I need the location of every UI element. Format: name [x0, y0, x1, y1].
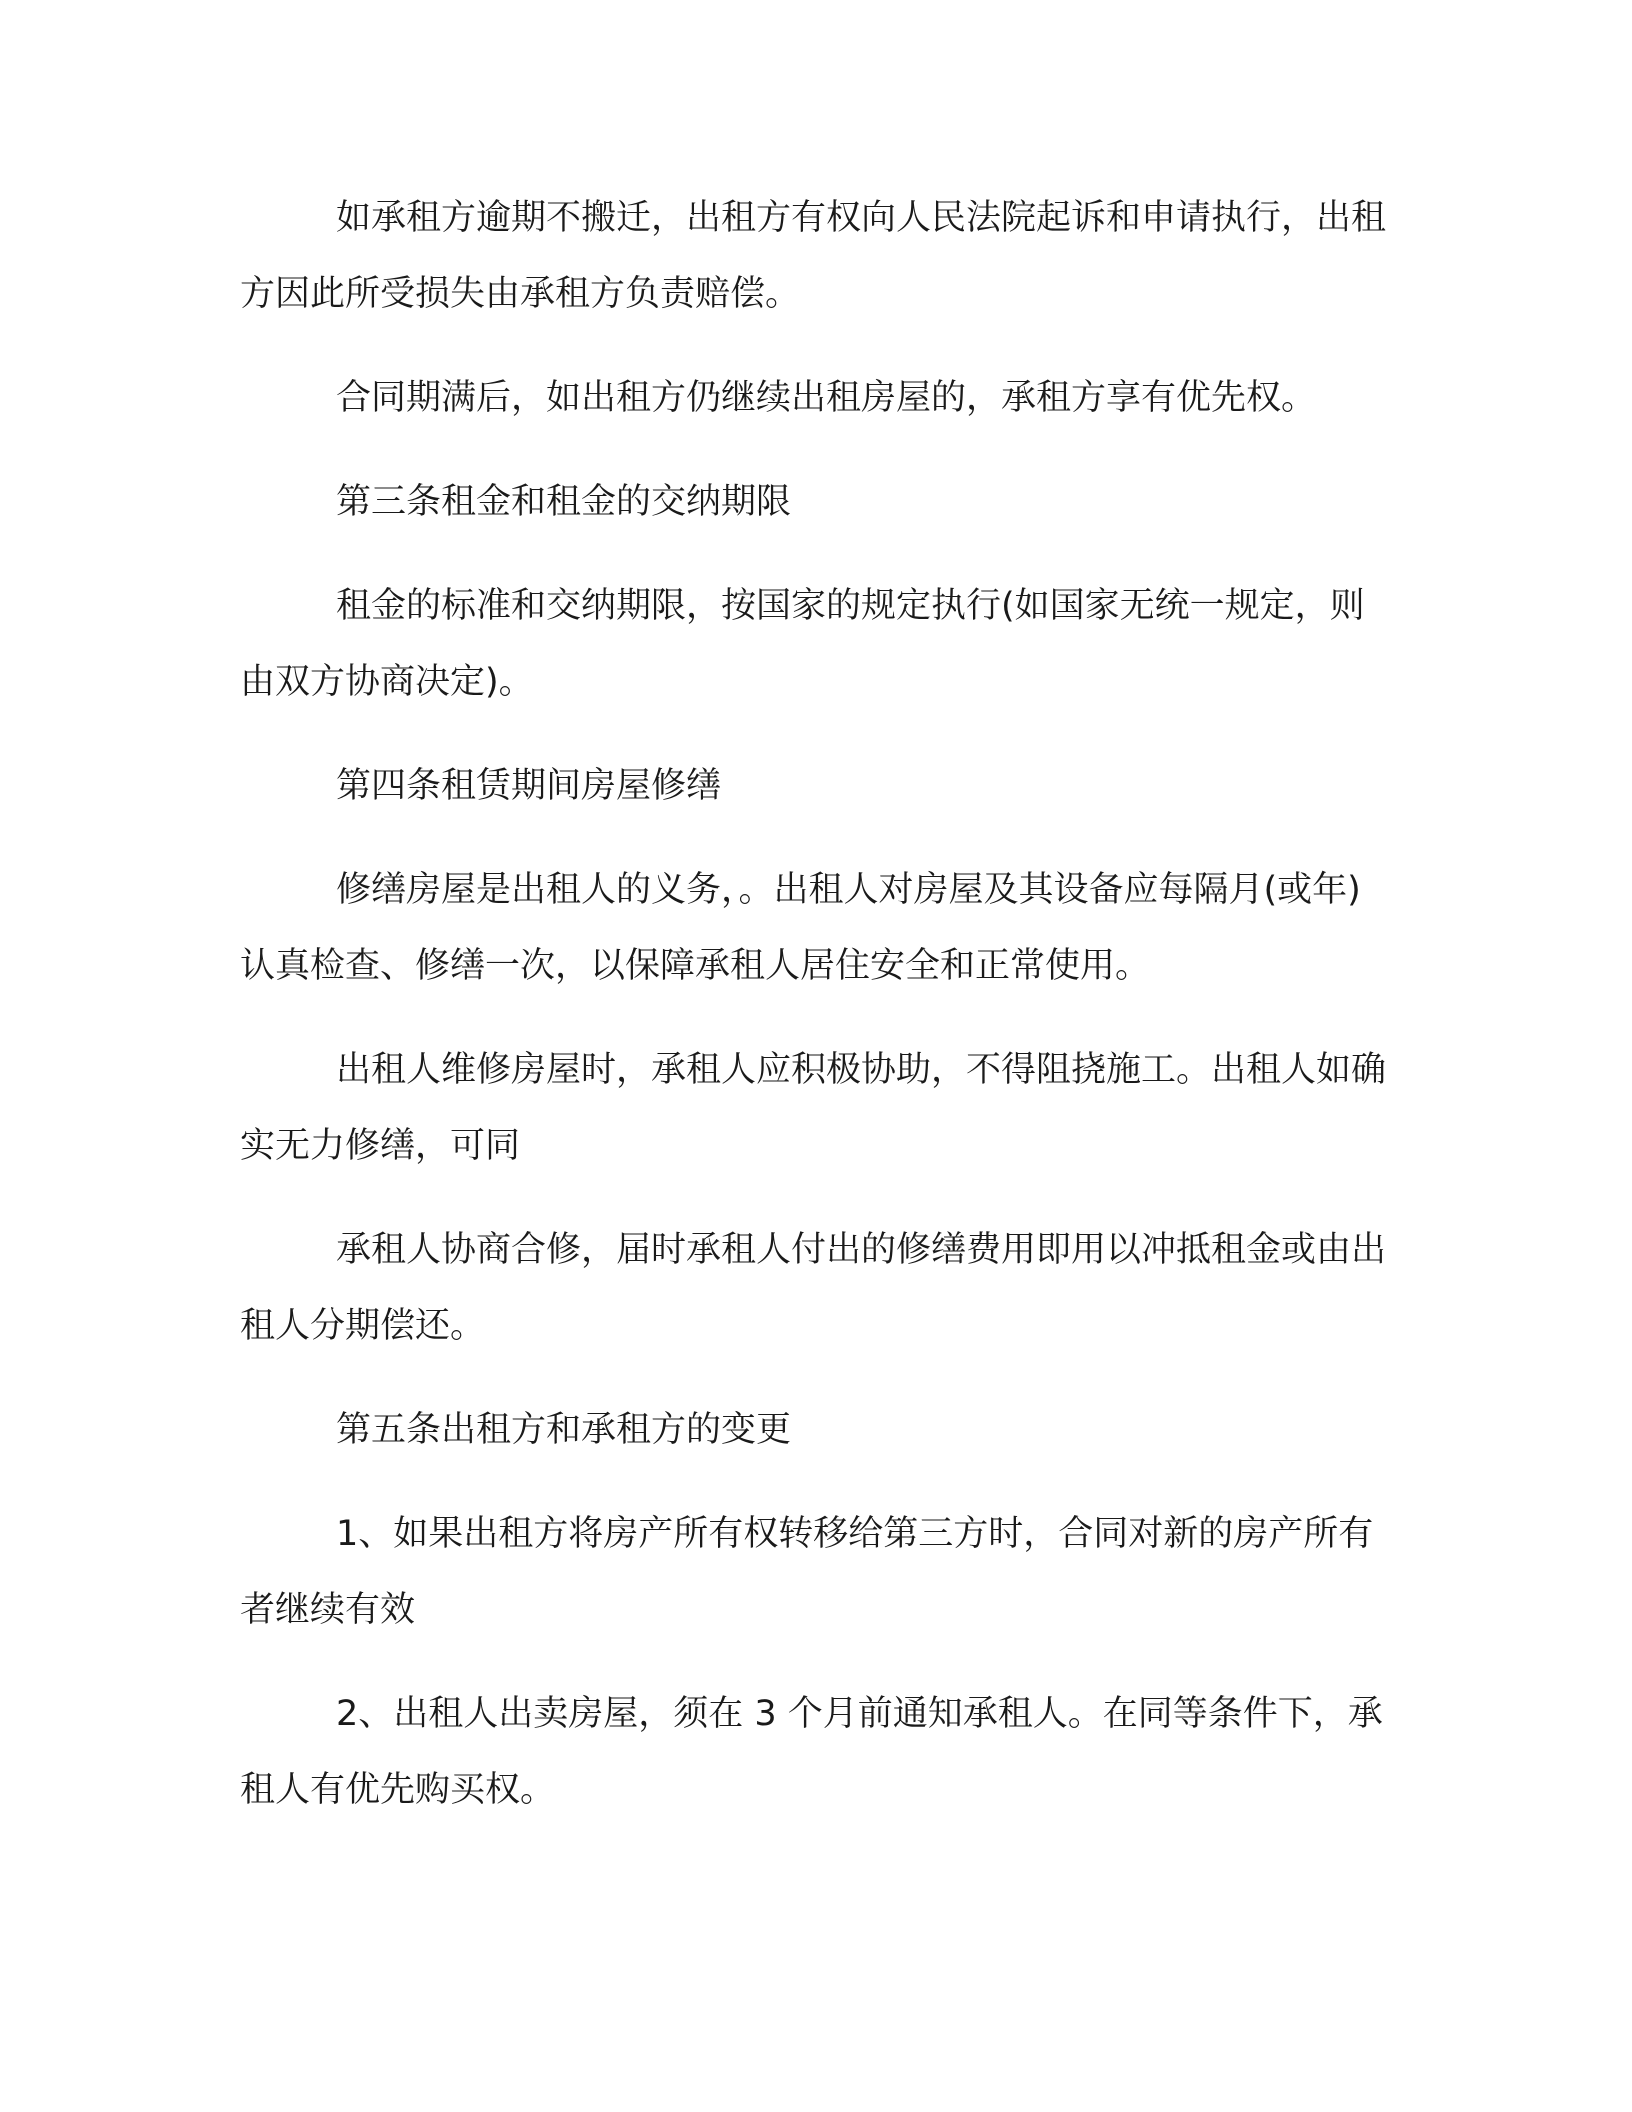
paragraph-renewal-priority: 合同期满后，如出租方仍继续出租房屋的，承租方享有优先权。: [336, 378, 1317, 418]
paragraph-sale-notice: 2、出租人出卖房屋，须在 3 个月前通知承租人。在同等条件下，承租人有优先购买权。: [240, 1694, 1383, 1810]
heading-article-five: 第五条出租方和承租方的变更: [336, 1410, 792, 1450]
paragraph-repair-duty: 修缮房屋是出租人的义务，。出租人对房屋及其设备应每隔月(或年)认真检查、修缮一次，以保障承租人居住安全和正常使用。: [240, 870, 1361, 986]
paragraph-rent-standard: 租金的标准和交纳期限，按国家的规定执行(如国家无统一规定，则由双方协商决定)。: [240, 586, 1365, 702]
paragraph-repair-cost: 承租人协商合修，届时承租人付出的修缮费用即用以冲抵租金或由出租人分期偿还。: [240, 1230, 1387, 1346]
heading-article-three: 第三条租金和租金的交纳期限: [336, 482, 792, 522]
heading-article-four: 第四条租赁期间房屋修缮: [336, 766, 722, 806]
paragraph-repair-cooperation: 出租人维修房屋时，承租人应积极协助，不得阻挠施工。出租人如确实无力修缮，可同: [240, 1050, 1387, 1166]
paragraph-eviction-clause: 如承租方逾期不搬迁，出租方有权向人民法院起诉和申请执行，出租方因此所受损失由承租方负责赔偿。: [240, 198, 1387, 314]
paragraph-ownership-transfer: 1、如果出租方将房产所有权转移给第三方时，合同对新的房产所有者继续有效: [240, 1514, 1374, 1630]
